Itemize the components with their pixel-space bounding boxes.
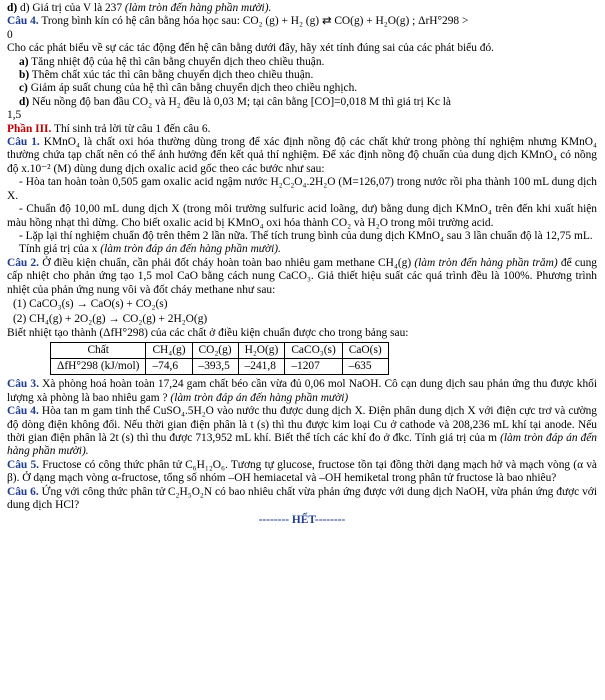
q4-intro-text: Trong bình kín có hệ cân bằng hóa học sau: CO₂ (g) + H₂ (g) ⇄ CO(g) + H₂O(g) ; ΔrH°298 > xyxy=(41,15,469,28)
q4-item-c xyxy=(7,82,597,95)
c5-question xyxy=(7,459,597,486)
q-prev-note: (làm tròn đến hàng phần mười). xyxy=(124,2,272,14)
q4-item-a-key: a) xyxy=(19,55,29,68)
c2-text1: Ở điều kiện chuẩn, cần phải đốt cháy hoàn toàn bao nhiêu gam methane CH₄(g) xyxy=(42,256,415,269)
c2-note1: (làm tròn đến hàng phần trăm) xyxy=(414,256,558,269)
table-row xyxy=(51,359,389,375)
c1-label: Câu 1. xyxy=(7,136,40,149)
enthalpy-table xyxy=(50,342,389,375)
q4-item-d xyxy=(7,96,597,109)
table-header-cell: H₂O(g) xyxy=(238,343,285,359)
c2-equation-1: (1) CaCO₃(s) → CaO(s) + CO₂(s) xyxy=(13,297,168,310)
q4-answer: 1,5 xyxy=(7,109,22,122)
q4-intro xyxy=(7,15,597,28)
q4-item-b-key: b) xyxy=(19,69,30,82)
q4-label: Câu 4. xyxy=(7,15,39,28)
c1-step3: - Lặp lại thí nghiệm chuẩn độ trên thêm 2 lần nữa. Thể tích trung bình của dung dịch KMnO₄ sau 3 lần chuẩn độ là 12,75 mL. xyxy=(19,229,593,242)
c1-ask-note: (làm tròn đáp án đến hàng phần mười). xyxy=(100,243,281,256)
q-prev-item-d: d) d) Giá trị của V là 237 (làm tròn đến hàng phần mười). xyxy=(7,2,272,14)
table-header-cell: Chất xyxy=(51,343,146,359)
c6-label: Câu 6. xyxy=(7,485,39,498)
q4-item-c-key: c) xyxy=(19,82,28,95)
table-header-cell: CaO(s) xyxy=(342,343,388,359)
q4-item-d-key: d) xyxy=(19,95,30,108)
q-prev-text: d) Giá trị của V là 237 xyxy=(20,2,125,14)
table-header-cell: CaCO₃(s) xyxy=(285,343,342,359)
q4-item-b-text: Thêm chất xúc tác thì cân bằng chuyển dịch theo chiều thuận. xyxy=(31,69,314,82)
table-cell: –74,6 xyxy=(146,359,192,375)
table-cell: –241,8 xyxy=(238,359,285,375)
table-header-cell: CH₄(g) xyxy=(146,343,192,359)
c1-intro xyxy=(7,136,597,176)
c4-question xyxy=(7,405,597,459)
q4-item-c-text: Giảm áp suất chung của hệ thì cân bằng chuyển dịch theo chiều nghịch. xyxy=(30,82,358,95)
table-row-label: ΔfH°298 (kJ/mol) xyxy=(51,359,146,375)
part3-label: Phần III. xyxy=(7,122,52,135)
q4-item-a-text: Tăng nhiệt độ của hệ thì cân bằng chuyển dịch theo chiều thuận. xyxy=(31,55,325,68)
q4-item-b xyxy=(7,69,597,82)
c3-question xyxy=(7,378,597,405)
c1-step1: - Hòa tan hoàn toàn 0,505 gam oxalic acid ngậm nước H₂C₂O₄.2H₂O (M=126,07) trong nước rồi pha thành 100 mL dung dịch X. xyxy=(7,176,597,202)
table-header-cell: CO₂(g) xyxy=(192,343,238,359)
c5-text: Fructose có công thức phân tử C₆H₁₂O₆. Tương tự glucose, fructose tồn tại đồng thời dạng mạch hở và mạch vòng (α và β). Ở dạng mạch vòng α-fructose, tổng số nhóm –OH hemiacetal và –OH hemiketal trong phân tử fructose là bao nhiêu? xyxy=(7,458,597,485)
c1-ask xyxy=(7,243,597,256)
c2-equation-2: (2) CH₄(g) + 2O₂(g) → CO₂(g) + 2H₂O(g) xyxy=(13,312,208,325)
c6-text: Ứng với công thức phân tử C₂H₅O₂N có bao nhiêu chất vừa phản ứng được với dung dịch NaOH, vừa phản ứng được với dung dịch HCl? xyxy=(7,485,597,511)
table-cell: –635 xyxy=(342,359,388,375)
q4-item-d-text: Nếu nồng độ ban đầu CO₂ và H₂ đều là 0,03 M; tại cân bằng [CO]=0,018 M thì giá trị Kc là xyxy=(32,95,451,108)
c2-intro xyxy=(7,257,597,297)
c1-step2: - Chuẩn độ 10,00 mL dung dịch X (trong môi trường sulfuric acid loãng, dư) bằng dung dịch KMnO₄ trên đến khi xuất hiện màu hồng nhạt thì dừng. Cho biết oxalic acid bị KMnO₄ oxi hóa thành CO₂ và H₂O trong môi trường acid. xyxy=(7,203,597,229)
q4-prompt: Cho các phát biểu về sự các tác động đến hệ cân bằng dưới đây, hãy xét tính đúng sai của các phát biểu đó. xyxy=(7,42,495,55)
c5-label: Câu 5. xyxy=(7,458,39,471)
c3-label: Câu 3. xyxy=(7,378,39,391)
q4-zero: 0 xyxy=(7,28,13,41)
table-cell: –393,5 xyxy=(192,359,238,375)
end-marker: -------- HẾT-------- xyxy=(258,514,346,527)
c2-label: Câu 2. xyxy=(7,256,40,269)
c2-table-intro: Biết nhiệt tạo thành (ΔfH°298) của các chất ở điều kiện chuẩn được cho trong bảng sau: xyxy=(7,326,409,339)
part3-text: Thí sinh trả lời từ câu 1 đến câu 6. xyxy=(53,122,211,135)
q4-item-a xyxy=(7,56,597,69)
c4-text: Hòa tan m gam tinh thể CuSO₄.5H₂O vào nước thu được dung dịch X. Điện phân dung dịch X với điện cực trơ và cường độ dòng điện không đổi. Nếu thời gian điện phân là t (s) thì thu được kim loại Cu ở cathode và 208,236 mL khí tại anode. Nếu thời gian điện phân là 2t (s) thì thu được 713,952 mL khí. Biết thể tích các khí đo ở đkc. Tính giá trị của m xyxy=(7,405,597,444)
c3-note: (làm tròn đáp án đến hàng phần mười) xyxy=(170,391,349,404)
c1-text: KMnO₄ là chất oxi hóa thường dùng trong để xác định nồng độ các chất khử trong phòng thí nghiệm nhưng KMnO₄ thường chứa tạp chất nên có thể ảnh hưởng đến kết quả thí nghiệm. Để xác định nồng độ chuẩn của dung dịch KMnO₄ có nồng độ x.10⁻² (M) dùng dung dịch oxalic acid gốc theo các bước như sau: xyxy=(7,136,597,175)
c4-note: (làm tròn đáp án đến hàng phần mười). xyxy=(7,431,597,458)
c4-label: Câu 4. xyxy=(7,405,39,418)
c2-text2: để cung cấp nhiệt cho phản ứng tạo 1,5 mol CaO bằng cách nung CaCO₃. Giả thiết hiệu suất các quá trình đều là 100%. Phương trình nhiệt của phản ứng nung vôi và đốt cháy methane như sau: xyxy=(7,256,597,296)
part3-heading xyxy=(7,123,597,136)
c1-ask-text: Tính giá trị của x xyxy=(19,243,101,256)
c3-text: Xà phòng hoá hoàn toàn 17,24 gam chất béo cần vừa đủ 0,06 mol NaOH. Cô cạn dung dịch sau phản ứng thu được khối lượng xà phòng là bao nhiêu gam ? xyxy=(7,378,598,404)
table-header-row xyxy=(51,343,389,359)
c6-question xyxy=(7,486,597,513)
table-cell: –1207 xyxy=(285,359,342,375)
